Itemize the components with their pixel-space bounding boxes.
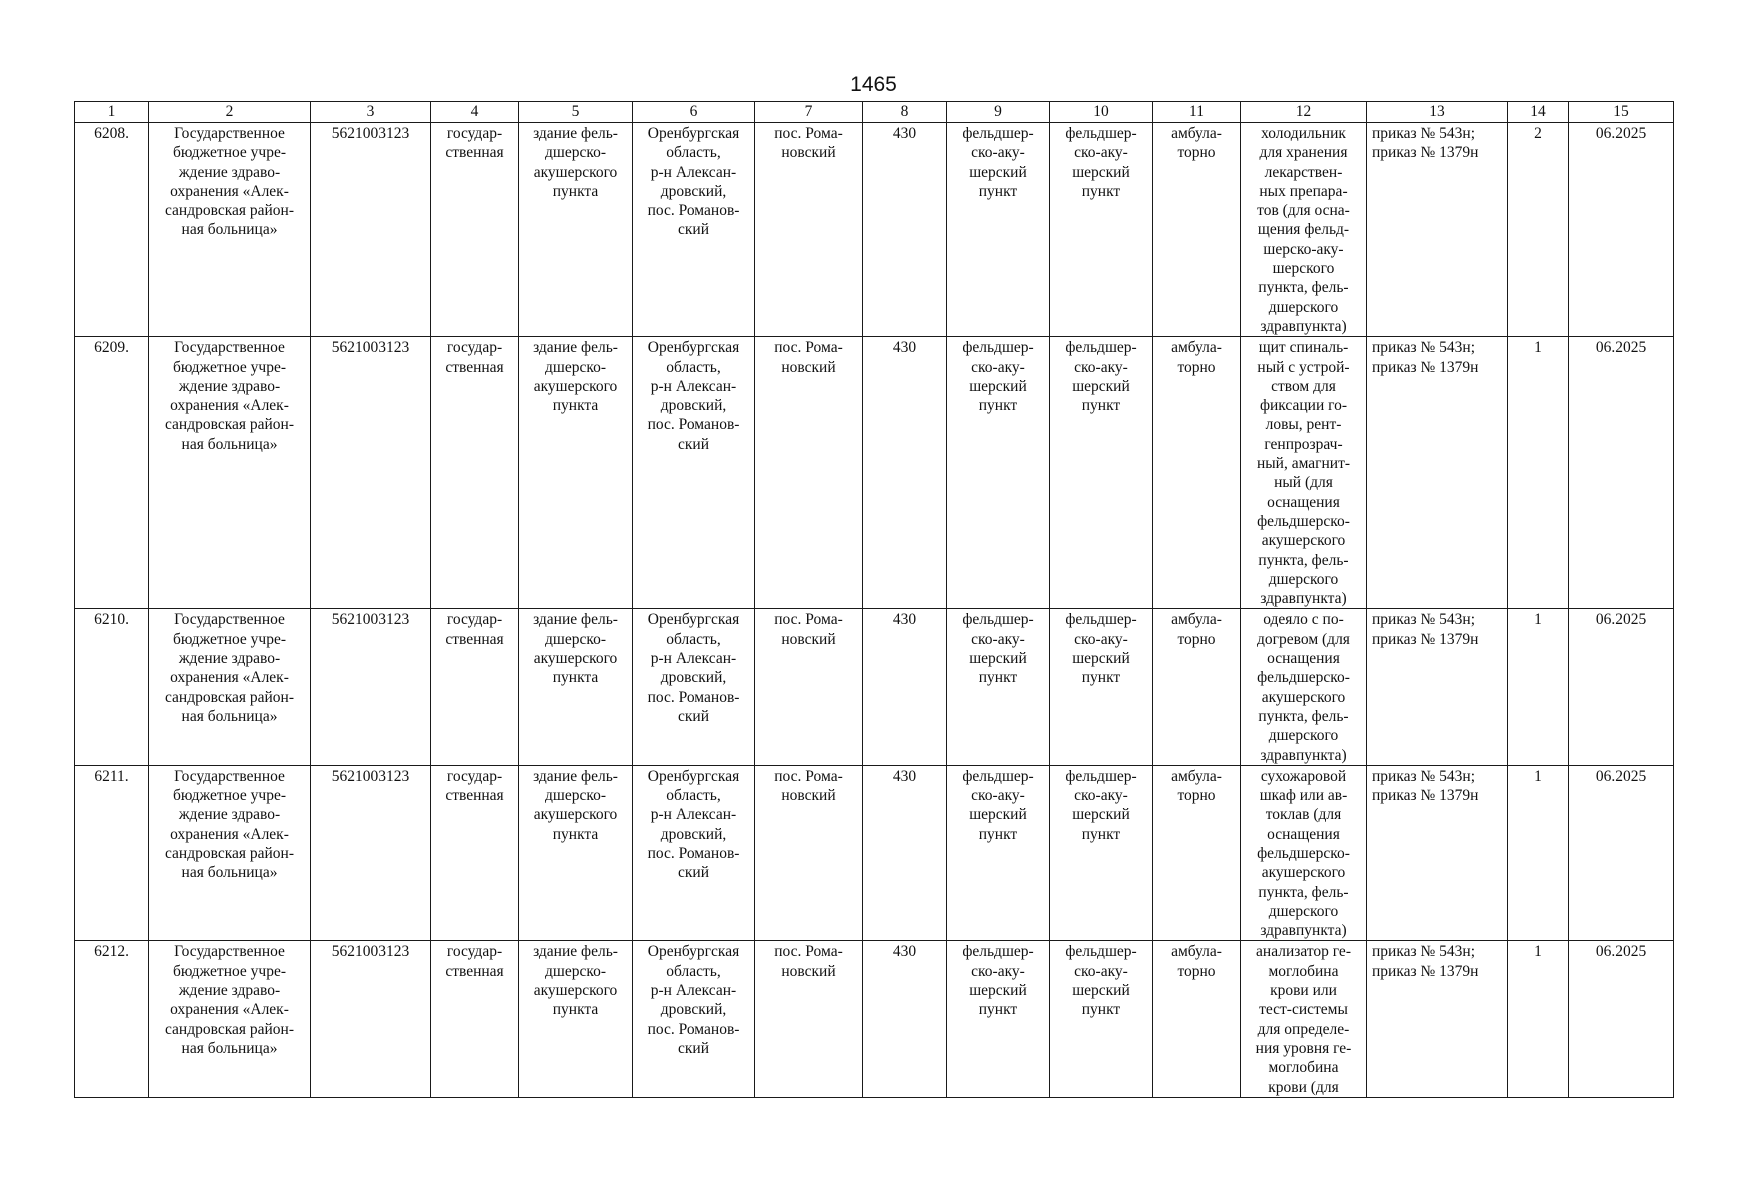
quantity: 1 [1508,609,1569,765]
ownership-form: государ- ственная [431,123,519,337]
quantity: 2 [1508,123,1569,337]
column-header: 7 [755,102,863,123]
date: 06.2025 [1569,123,1674,337]
inn: 5621003123 [311,609,431,765]
column-header: 12 [1241,102,1367,123]
structural-subunit: фельдшер- ско-аку- шерский пункт [1050,941,1153,1097]
ownership-form: государ- ственная [431,941,519,1097]
row-number: 6208. [75,123,149,337]
equipment-name: сухожаровой шкаф или ав- токлав (для оснащения фельдшерско- акушерского пункта, фель- дшерского здравпункта) [1241,765,1367,941]
structural-subunit: фельдшер- ско-аку- шерский пункт [1050,609,1153,765]
column-header: 11 [1153,102,1241,123]
quantity: 1 [1508,337,1569,609]
column-header: 4 [431,102,519,123]
column-header: 8 [863,102,947,123]
orders: приказ № 543н; приказ № 1379н [1367,337,1508,609]
structural-unit: фельдшер- ско-аку- шерский пункт [947,123,1050,337]
locality: пос. Рома- новский [755,337,863,609]
building: здание фель- дшерско- акушерского пункта [519,941,633,1097]
address: Оренбургская область, р-н Алексан- дровский, пос. Романов- ский [633,337,755,609]
inn: 5621003123 [311,123,431,337]
structural-subunit: фельдшер- ско-аку- шерский пункт [1050,765,1153,941]
address: Оренбургская область, р-н Алексан- дровский, пос. Романов- ский [633,123,755,337]
locality: пос. Рома- новский [755,765,863,941]
organization-name: Государственное бюджетное учре- ждение здраво- охранения «Алек- сандровская район- ная больница» [149,765,311,941]
equipment-name: щит спиналь- ный с устрой- ством для фиксации го- ловы, рент- генпрозрач- ный, амагнит- ный (для оснащения фельдшерско- акушерского пункта, фель- дшерского здравпункта) [1241,337,1367,609]
structural-unit: фельдшер- ско-аку- шерский пункт [947,765,1050,941]
equipment-name: холодильник для хранения лекарствен- ных препара- тов (для осна- щения фельд- шерско-аку- шерского пункта, фель- дшерского здравпункта) [1241,123,1367,337]
structural-unit: фельдшер- ско-аку- шерский пункт [947,941,1050,1097]
locality: пос. Рома- новский [755,941,863,1097]
ownership-form: государ- ственная [431,609,519,765]
building: здание фель- дшерско- акушерского пункта [519,609,633,765]
care-conditions: амбула- торно [1153,941,1241,1097]
table-row [75,123,1674,337]
equipment-table [74,101,1674,1098]
address: Оренбургская область, р-н Алексан- дровский, пос. Романов- ский [633,765,755,941]
organization-name: Государственное бюджетное учре- ждение здраво- охранения «Алек- сандровская район- ная больница» [149,941,311,1097]
date: 06.2025 [1569,765,1674,941]
building: здание фель- дшерско- акушерского пункта [519,337,633,609]
inn: 5621003123 [311,765,431,941]
date: 06.2025 [1569,941,1674,1097]
column-header: 6 [633,102,755,123]
date: 06.2025 [1569,609,1674,765]
inn: 5621003123 [311,337,431,609]
column-header: 10 [1050,102,1153,123]
orders: приказ № 543н; приказ № 1379н [1367,941,1508,1097]
address: Оренбургская область, р-н Алексан- дровский, пос. Романов- ский [633,941,755,1097]
code: 430 [863,941,947,1097]
care-conditions: амбула- торно [1153,609,1241,765]
locality: пос. Рома- новский [755,609,863,765]
date: 06.2025 [1569,337,1674,609]
column-header: 1 [75,102,149,123]
code: 430 [863,765,947,941]
column-header: 5 [519,102,633,123]
care-conditions: амбула- торно [1153,765,1241,941]
orders: приказ № 543н; приказ № 1379н [1367,765,1508,941]
structural-unit: фельдшер- ско-аку- шерский пункт [947,609,1050,765]
column-header: 13 [1367,102,1508,123]
column-header: 14 [1508,102,1569,123]
column-header: 2 [149,102,311,123]
building: здание фель- дшерско- акушерского пункта [519,123,633,337]
organization-name: Государственное бюджетное учре- ждение здраво- охранения «Алек- сандровская район- ная больница» [149,123,311,337]
code: 430 [863,337,947,609]
address: Оренбургская область, р-н Алексан- дровский, пос. Романов- ский [633,609,755,765]
orders: приказ № 543н; приказ № 1379н [1367,609,1508,765]
structural-subunit: фельдшер- ско-аку- шерский пункт [1050,123,1153,337]
building: здание фель- дшерско- акушерского пункта [519,765,633,941]
table-row [75,609,1674,765]
row-number: 6209. [75,337,149,609]
ownership-form: государ- ственная [431,765,519,941]
code: 430 [863,609,947,765]
quantity: 1 [1508,941,1569,1097]
row-number: 6212. [75,941,149,1097]
table-row [75,765,1674,941]
ownership-form: государ- ственная [431,337,519,609]
structural-subunit: фельдшер- ско-аку- шерский пункт [1050,337,1153,609]
structural-unit: фельдшер- ско-аку- шерский пункт [947,337,1050,609]
organization-name: Государственное бюджетное учре- ждение здраво- охранения «Алек- сандровская район- ная больница» [149,337,311,609]
page-number: 1465 [850,73,897,96]
locality: пос. Рома- новский [755,123,863,337]
orders: приказ № 543н; приказ № 1379н [1367,123,1508,337]
organization-name: Государственное бюджетное учре- ждение здраво- охранения «Алек- сандровская район- ная больница» [149,609,311,765]
equipment-name: одеяло с по- догревом (для оснащения фельдшерско- акушерского пункта, фель- дшерского здравпункта) [1241,609,1367,765]
quantity: 1 [1508,765,1569,941]
care-conditions: амбула- торно [1153,337,1241,609]
column-header: 9 [947,102,1050,123]
row-number: 6211. [75,765,149,941]
equipment-name: анализатор ге- моглобина крови или тест-системы для определе- ния уровня ге- моглобина крови (для [1241,941,1367,1097]
table-row [75,941,1674,1097]
column-header: 3 [311,102,431,123]
row-number: 6210. [75,609,149,765]
column-number-header [75,102,1674,123]
table-row [75,337,1674,609]
care-conditions: амбула- торно [1153,123,1241,337]
inn: 5621003123 [311,941,431,1097]
code: 430 [863,123,947,337]
column-header: 15 [1569,102,1674,123]
